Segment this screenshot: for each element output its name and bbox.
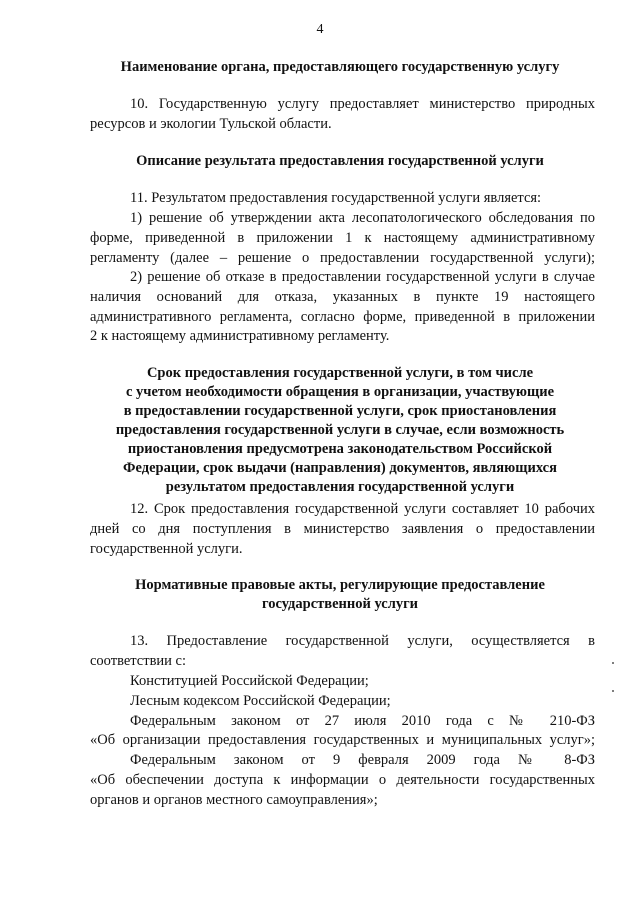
paragraph-line: «Об организации предоставления государственных и муниципальных услуг»;: [90, 732, 595, 748]
paragraph-line: Федеральным законом от 27 июля 2010 года с № 210-ФЗ: [130, 713, 595, 729]
paragraph-line: Конституцией Российской Федерации;: [130, 673, 369, 689]
paragraph-line: наличия оснований для отказа, указанных в пункте 19 настоящего: [90, 289, 595, 305]
paragraph-line: административного регламента, согласно форме, приведенной в приложении: [90, 309, 595, 325]
paragraph-line: органов и органов местного самоуправления»;: [90, 792, 378, 808]
heading-line: государственной услуги: [261, 596, 419, 612]
paragraph-line: регламенту (далее – решение о предоставлении государственной услуги);: [90, 250, 595, 266]
paragraph-line: 12. Срок предоставления государственной услуги составляет 10 рабочих: [130, 501, 595, 517]
paragraph-line: 10. Государственную услугу предоставляет министерство природных: [130, 96, 595, 112]
section-heading-term: [80, 364, 600, 497]
paragraph-line: 13. Предоставление государственной услуги, осуществляется в: [130, 633, 595, 649]
paragraph-line: форме, приведенной в приложении 1 к настоящему административному: [90, 230, 595, 246]
paragraph-line: 2 к настоящему административному регламенту.: [90, 328, 390, 344]
heading-line: Наименование органа, предоставляющего государственную услугу: [120, 59, 560, 75]
paragraph-line: Лесным кодексом Российской Федерации;: [130, 693, 391, 709]
scan-speck: [612, 690, 614, 692]
section-heading-result: [80, 152, 600, 171]
paragraph-line: «Об обеспечении доступа к информации о деятельности государственных: [90, 772, 595, 788]
heading-line: приостановления предусмотрена законодательством Российской: [127, 441, 553, 457]
section-heading-authority: [80, 58, 600, 77]
paragraph-line: 2) решение об отказе в предоставлении государственной услуги в случае: [130, 269, 595, 285]
page-number: 4: [316, 22, 324, 37]
paragraph-line: 11. Результатом предоставления государственной услуги является:: [130, 190, 542, 206]
heading-line: Федерации, срок выдачи (направления) документов, являющихся: [123, 460, 557, 476]
heading-line: Описание результата предоставления государственной услуги: [136, 153, 544, 169]
paragraph-line: дней со дня поступления в министерство заявления о предоставлении: [90, 521, 595, 537]
heading-line: Нормативные правовые акты, регулирующие предоставление: [135, 577, 545, 593]
paragraph-line: ресурсов и экологии Тульской области.: [90, 116, 332, 132]
paragraph-line: 1) решение об утверждении акта лесопатологического обследования по: [130, 210, 595, 226]
paragraph-line: соответствии с:: [90, 653, 187, 669]
heading-line: результатом предоставления государственной услуги: [165, 479, 515, 495]
heading-line: Срок предоставления государственной услуги, в том числе: [146, 365, 534, 381]
heading-line: предоставления государственной услуги в случае, если возможность: [115, 422, 565, 438]
section-heading-legal-acts: [80, 576, 600, 614]
heading-line: в предоставлении государственной услуги, срок приостановления: [123, 403, 557, 419]
heading-line: с учетом необходимости обращения в организации, участвующие: [125, 384, 555, 400]
paragraph-line: Федеральным законом от 9 февраля 2009 года № 8-ФЗ: [130, 752, 595, 768]
paragraph-line: государственной услуги.: [90, 541, 243, 557]
scan-speck: [612, 662, 614, 664]
